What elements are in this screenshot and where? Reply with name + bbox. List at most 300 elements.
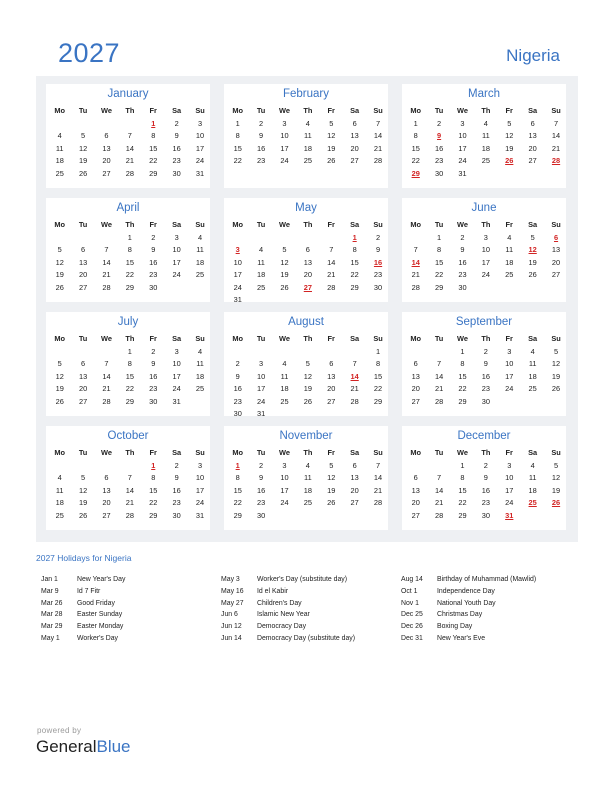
- empty-cell: [71, 232, 94, 245]
- month-july: [46, 312, 210, 416]
- weekday-header: Mo: [54, 220, 66, 229]
- day-cell: 3: [197, 460, 203, 470]
- day-cell: 20: [78, 270, 88, 279]
- weekday-header: We: [279, 448, 290, 457]
- weekday-header: Th: [481, 220, 491, 229]
- weekday-header: We: [101, 220, 112, 229]
- day-cell: 2: [483, 346, 488, 356]
- day-cell: 8: [413, 131, 418, 140]
- weekday-header: Tu: [78, 334, 88, 343]
- weekday-header: Su: [373, 448, 383, 457]
- calendar-panel: [36, 76, 578, 542]
- day-cell: 11: [280, 371, 289, 381]
- day-cell: 11: [196, 359, 204, 368]
- day-cell: 1: [460, 460, 465, 470]
- day-cell: 13: [102, 143, 111, 153]
- weekday-header: Th: [125, 106, 135, 115]
- day-cell: 28: [551, 156, 561, 165]
- day-cell: 11: [304, 473, 312, 482]
- weekday-header: Fr: [505, 334, 513, 343]
- holiday-name: Democracy Day: [257, 623, 307, 631]
- day-cell: 3: [282, 118, 287, 128]
- day-cell: 27: [78, 396, 88, 406]
- day-cell: 15: [233, 485, 242, 495]
- day-cell: 22: [125, 270, 134, 279]
- holidays-title: 2027 Holidays for Nigeria: [36, 553, 132, 563]
- weekday-header: We: [101, 106, 112, 115]
- day-cell: 5: [81, 131, 86, 140]
- day-cell: 17: [172, 371, 181, 381]
- day-cell: 26: [551, 498, 561, 507]
- day-cell: 12: [303, 371, 312, 381]
- day-cell: 14: [434, 485, 444, 495]
- day-cell: 3: [507, 346, 512, 356]
- day-cell: 2: [259, 118, 264, 128]
- empty-cell: [95, 460, 118, 473]
- day-cell: 11: [528, 473, 537, 482]
- day-cell: 19: [280, 270, 289, 279]
- day-cell: 20: [528, 143, 537, 153]
- day-cell: 12: [551, 473, 561, 482]
- day-cell: 16: [373, 257, 383, 267]
- day-cell: 25: [303, 156, 312, 165]
- weekday-header: Fr: [505, 448, 513, 457]
- day-cell: 17: [256, 384, 266, 393]
- day-cell: 9: [151, 359, 156, 368]
- empty-cell: [71, 118, 94, 131]
- day-cell: 9: [437, 131, 442, 140]
- day-cell: 9: [174, 131, 179, 140]
- day-cell: 1: [151, 118, 156, 128]
- holiday-row: [221, 609, 397, 621]
- holiday-row: [221, 574, 397, 586]
- day-cell: 30: [458, 282, 467, 292]
- day-cell: 14: [102, 257, 111, 267]
- day-cell: 7: [127, 131, 132, 140]
- holiday-date: Mar 26: [41, 599, 63, 607]
- day-cell: 13: [102, 485, 111, 495]
- day-cell: 20: [551, 257, 561, 267]
- day-cell: 10: [233, 257, 242, 267]
- weekday-header: Mo: [232, 334, 244, 343]
- day-cell: 3: [282, 460, 287, 470]
- weekday-header: Tu: [78, 220, 88, 229]
- day-cell: 28: [434, 396, 444, 406]
- day-cell: 19: [78, 156, 88, 165]
- weekday-header: Tu: [434, 220, 444, 229]
- day-cell: 12: [327, 473, 336, 482]
- holiday-row: [401, 633, 577, 645]
- weekday-header: We: [457, 106, 468, 115]
- brand-word-blue: Blue: [96, 737, 131, 756]
- day-cell: 18: [195, 371, 205, 381]
- holiday-row: [401, 609, 577, 621]
- day-cell: 28: [102, 396, 111, 406]
- day-cell: 1: [235, 118, 240, 128]
- day-cell: 19: [551, 485, 561, 495]
- day-cell: 22: [149, 156, 158, 165]
- weekday-header: Mo: [410, 220, 422, 229]
- day-cell: 4: [530, 460, 535, 470]
- day-cell: 15: [125, 371, 134, 381]
- day-cell: 9: [375, 245, 381, 254]
- day-cell: 1: [375, 346, 381, 356]
- weekday-header: Tu: [434, 334, 444, 343]
- holiday-name: New Year's Eve: [437, 634, 486, 642]
- day-cell: 3: [174, 232, 179, 242]
- day-cell: 12: [551, 359, 561, 368]
- day-cell: 21: [411, 270, 420, 279]
- day-cell: 23: [149, 270, 158, 279]
- holiday-name: Birthday of Muhammad (Mawlid): [437, 576, 537, 583]
- day-cell: 21: [373, 143, 383, 153]
- weekday-header: Mo: [410, 106, 422, 115]
- holiday-date: May 3: [221, 576, 240, 583]
- day-cell: 27: [350, 498, 359, 507]
- day-cell: 22: [149, 498, 158, 507]
- month-september: [402, 312, 566, 416]
- day-cell: 13: [327, 371, 336, 381]
- day-cell: 5: [305, 359, 310, 368]
- day-cell: 8: [352, 245, 357, 254]
- day-cell: 12: [528, 245, 537, 254]
- day-cell: 7: [437, 473, 442, 482]
- day-cell: 27: [327, 396, 336, 406]
- day-cell: 8: [235, 131, 240, 140]
- day-cell: 19: [327, 143, 336, 153]
- month-october: [46, 426, 210, 530]
- day-cell: 9: [259, 473, 264, 482]
- month-march: [402, 84, 566, 188]
- day-cell: 9: [460, 245, 465, 254]
- day-cell: 25: [303, 498, 312, 507]
- holiday-date: Mar 28: [41, 611, 63, 619]
- day-cell: 24: [280, 156, 289, 165]
- day-cell: 6: [352, 118, 357, 128]
- day-cell: 8: [235, 473, 240, 482]
- day-cell: 11: [482, 131, 490, 140]
- powered-by-text: powered by: [37, 726, 82, 735]
- day-cell: 7: [553, 118, 559, 128]
- weekday-header: Tu: [78, 106, 88, 115]
- weekday-header: Tu: [256, 220, 266, 229]
- weekday-header: Sa: [350, 334, 360, 343]
- day-cell: 5: [329, 118, 334, 128]
- day-cell: 15: [458, 485, 467, 495]
- empty-cell: [404, 232, 427, 245]
- day-cell: 15: [373, 371, 383, 381]
- day-cell: 14: [373, 473, 383, 482]
- day-cell: 18: [505, 257, 514, 267]
- day-cell: 10: [505, 473, 514, 482]
- holiday-date: Oct 1: [401, 587, 418, 595]
- weekday-header: Tu: [434, 106, 444, 115]
- day-cell: 31: [172, 396, 181, 406]
- day-cell: 21: [551, 143, 561, 153]
- empty-cell: [296, 346, 319, 359]
- weekday-header: We: [101, 448, 112, 457]
- empty-cell: [118, 118, 141, 131]
- day-cell: 31: [256, 409, 266, 418]
- day-cell: 17: [481, 257, 490, 267]
- day-cell: 17: [172, 257, 181, 267]
- weekday-header: Tu: [256, 448, 266, 457]
- day-cell: 4: [282, 359, 287, 368]
- day-cell: 11: [196, 245, 204, 254]
- holiday-row: [401, 586, 577, 598]
- day-cell: 26: [528, 270, 537, 279]
- day-cell: 17: [458, 143, 467, 153]
- day-cell: 1: [352, 232, 357, 242]
- month-title: December: [457, 430, 511, 442]
- weekday-header: Mo: [54, 448, 66, 457]
- day-cell: 29: [458, 510, 467, 520]
- weekday-header: Th: [303, 334, 313, 343]
- day-cell: 27: [78, 282, 88, 292]
- holiday-date: Aug 14: [401, 576, 423, 583]
- day-cell: 15: [458, 371, 467, 381]
- day-cell: 31: [233, 295, 242, 304]
- day-cell: 31: [505, 510, 514, 520]
- day-cell: 23: [481, 498, 490, 507]
- day-cell: 28: [373, 498, 383, 507]
- day-cell: 19: [55, 270, 64, 279]
- day-cell: 20: [350, 143, 359, 153]
- day-cell: 10: [481, 245, 490, 254]
- empty-cell: [296, 232, 319, 245]
- day-cell: 5: [57, 359, 62, 368]
- day-cell: 6: [81, 359, 86, 368]
- day-cell: 24: [256, 396, 266, 406]
- day-cell: 14: [434, 371, 444, 381]
- holiday-row: [221, 621, 397, 633]
- day-cell: 27: [528, 156, 537, 165]
- empty-cell: [273, 232, 296, 245]
- weekday-header: Th: [125, 448, 135, 457]
- day-cell: 19: [303, 384, 312, 393]
- day-cell: 25: [528, 384, 537, 393]
- day-cell: 1: [151, 460, 156, 470]
- weekday-header: Mo: [232, 448, 244, 457]
- day-cell: 18: [256, 270, 266, 279]
- day-cell: 30: [373, 282, 383, 292]
- day-cell: 3: [483, 232, 488, 242]
- month-title: April: [116, 202, 140, 214]
- holiday-date: Mar 29: [41, 623, 63, 631]
- day-cell: 28: [102, 282, 111, 292]
- holiday-name: Independence Day: [437, 587, 495, 595]
- weekday-header: We: [279, 334, 290, 343]
- day-cell: 1: [127, 346, 132, 356]
- day-cell: 27: [350, 156, 359, 165]
- day-cell: 26: [327, 498, 336, 507]
- weekday-header: We: [457, 448, 468, 457]
- weekday-header: Tu: [256, 334, 266, 343]
- day-cell: 19: [551, 371, 561, 381]
- day-cell: 11: [304, 131, 312, 140]
- day-cell: 7: [375, 118, 381, 128]
- day-cell: 15: [350, 257, 359, 267]
- day-cell: 13: [78, 257, 88, 267]
- day-cell: 22: [434, 270, 444, 279]
- holiday-name: Christmas Day: [437, 611, 483, 619]
- holiday-name: Easter Sunday: [77, 611, 123, 619]
- day-cell: 18: [528, 485, 537, 495]
- holiday-row: [41, 633, 217, 645]
- day-cell: 16: [458, 257, 467, 267]
- empty-cell: [404, 460, 427, 473]
- day-cell: 25: [55, 510, 64, 520]
- weekday-header: Su: [551, 220, 561, 229]
- empty-cell: [273, 346, 296, 359]
- day-cell: 5: [530, 232, 535, 242]
- day-cell: 26: [55, 396, 64, 406]
- day-cell: 9: [174, 473, 179, 482]
- weekday-header: Su: [373, 220, 383, 229]
- month-title: February: [282, 88, 330, 100]
- day-cell: 24: [195, 156, 205, 165]
- month-grid: [226, 219, 390, 307]
- day-cell: 12: [78, 485, 88, 495]
- day-cell: 25: [481, 156, 490, 165]
- day-cell: 2: [151, 232, 156, 242]
- day-cell: 5: [553, 460, 559, 470]
- day-cell: 10: [195, 131, 205, 140]
- day-cell: 8: [437, 245, 442, 254]
- day-cell: 6: [413, 473, 418, 482]
- day-cell: 3: [259, 359, 264, 368]
- day-cell: 9: [235, 371, 240, 381]
- day-cell: 7: [352, 359, 357, 368]
- month-title: October: [107, 430, 149, 442]
- empty-cell: [320, 346, 343, 359]
- day-cell: 26: [78, 168, 88, 178]
- holiday-name: Id 7 Fitr: [77, 587, 101, 595]
- empty-cell: [95, 346, 118, 359]
- holiday-date: May 16: [221, 587, 244, 595]
- day-cell: 26: [505, 156, 514, 165]
- day-cell: 14: [102, 371, 111, 381]
- weekday-header: Sa: [172, 448, 182, 457]
- weekday-header: Su: [195, 106, 205, 115]
- weekday-header: Mo: [54, 106, 66, 115]
- holiday-name: New Year's Day: [77, 576, 126, 583]
- holiday-row: [221, 586, 397, 598]
- month-title: January: [107, 88, 149, 100]
- empty-cell: [320, 232, 343, 245]
- weekday-header: Su: [373, 334, 383, 343]
- day-cell: 5: [57, 245, 62, 254]
- empty-cell: [48, 232, 71, 245]
- holiday-name: Good Friday: [77, 599, 115, 607]
- holiday-row: [41, 586, 217, 598]
- day-cell: 20: [102, 156, 111, 165]
- day-cell: 30: [481, 510, 490, 520]
- day-cell: 5: [329, 460, 334, 470]
- day-cell: 24: [195, 498, 205, 507]
- day-cell: 10: [195, 473, 205, 482]
- holiday-date: Nov 1: [401, 599, 420, 607]
- day-cell: 20: [350, 485, 359, 495]
- day-cell: 22: [233, 156, 242, 165]
- weekday-header: We: [101, 334, 112, 343]
- day-cell: 9: [483, 359, 488, 368]
- holiday-name: Id el Kabir: [257, 587, 289, 595]
- day-cell: 8: [460, 359, 465, 368]
- day-cell: 9: [483, 473, 488, 482]
- day-cell: 28: [125, 510, 134, 520]
- day-cell: 28: [434, 510, 444, 520]
- day-cell: 31: [195, 168, 205, 178]
- day-cell: 16: [149, 371, 158, 381]
- day-cell: 15: [233, 143, 242, 153]
- holiday-row: [221, 633, 397, 645]
- day-cell: 14: [350, 371, 359, 381]
- day-cell: 8: [460, 473, 465, 482]
- day-cell: 16: [256, 143, 266, 153]
- day-cell: 11: [257, 257, 265, 267]
- weekday-header: Fr: [149, 334, 157, 343]
- day-cell: 22: [125, 384, 134, 393]
- day-cell: 28: [411, 282, 420, 292]
- weekday-header: Fr: [149, 220, 157, 229]
- month-april: [46, 198, 210, 302]
- weekday-header: Sa: [528, 334, 538, 343]
- day-cell: 15: [149, 143, 158, 153]
- day-cell: 6: [352, 460, 357, 470]
- empty-cell: [404, 346, 427, 359]
- day-cell: 20: [303, 270, 312, 279]
- day-cell: 16: [172, 485, 181, 495]
- day-cell: 20: [411, 498, 420, 507]
- day-cell: 28: [125, 168, 134, 178]
- day-cell: 27: [303, 282, 312, 292]
- holiday-date: May 1: [41, 634, 60, 642]
- weekday-header: Fr: [505, 106, 513, 115]
- day-cell: 30: [172, 168, 181, 178]
- day-cell: 2: [437, 118, 442, 128]
- day-cell: 21: [327, 270, 336, 279]
- weekday-header: Mo: [232, 220, 244, 229]
- year-title: 2027: [58, 38, 121, 68]
- day-cell: 13: [411, 485, 420, 495]
- day-cell: 25: [505, 270, 514, 279]
- weekday-header: Th: [303, 220, 313, 229]
- holiday-date: Mar 9: [41, 587, 59, 595]
- day-cell: 26: [78, 510, 88, 520]
- day-cell: 30: [233, 409, 242, 418]
- weekday-header: Sa: [350, 448, 360, 457]
- day-cell: 10: [256, 371, 266, 381]
- day-cell: 29: [350, 282, 359, 292]
- weekday-header: Fr: [505, 220, 513, 229]
- day-cell: 29: [125, 282, 134, 292]
- day-cell: 7: [104, 245, 109, 254]
- day-cell: 21: [125, 156, 134, 165]
- day-cell: 23: [233, 396, 242, 406]
- day-cell: 14: [373, 131, 383, 140]
- day-cell: 4: [57, 473, 62, 482]
- month-grid: [48, 105, 212, 180]
- month-december: [402, 426, 566, 530]
- month-grid: [404, 447, 568, 522]
- day-cell: 28: [327, 282, 336, 292]
- day-cell: 16: [481, 371, 490, 381]
- day-cell: 20: [327, 384, 336, 393]
- day-cell: 4: [197, 232, 203, 242]
- day-cell: 25: [528, 498, 537, 507]
- day-cell: 21: [434, 384, 444, 393]
